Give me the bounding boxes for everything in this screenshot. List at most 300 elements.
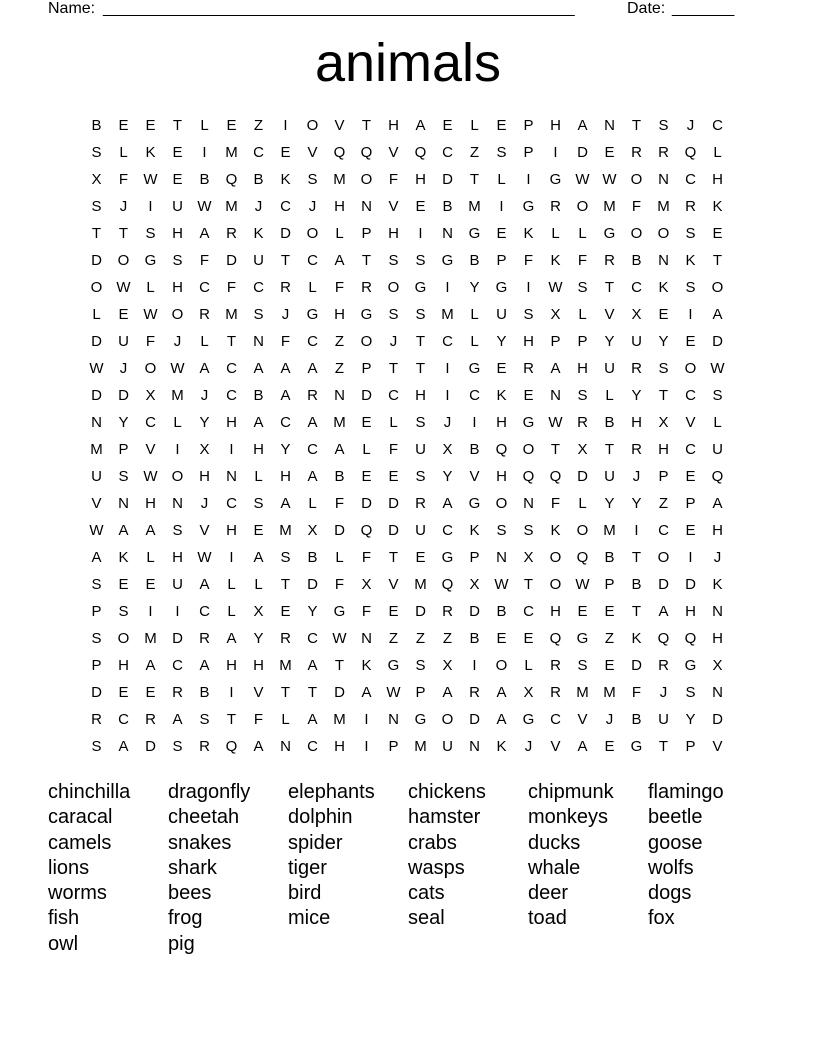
grid-cell: T xyxy=(604,441,615,458)
grid-cell: M xyxy=(603,198,616,215)
grid-cell: F xyxy=(631,198,642,215)
grid-cell: H xyxy=(145,495,156,512)
grid-cell: E xyxy=(145,117,156,134)
grid-cell: N xyxy=(172,495,183,512)
grid-cell: H xyxy=(172,225,183,242)
grid-cell: H xyxy=(388,117,399,134)
grid-cell: O xyxy=(144,360,157,377)
grid-cell: G xyxy=(144,252,157,269)
grid-cell: M xyxy=(468,198,481,215)
grid-cell: E xyxy=(604,603,615,620)
grid-cell: U xyxy=(118,333,129,350)
grid-cell: O xyxy=(387,279,400,296)
grid-cell: H xyxy=(226,522,237,539)
grid-cell: W xyxy=(197,549,212,566)
grid-cell: L xyxy=(470,306,479,323)
grid-cell: F xyxy=(550,495,561,512)
grid-cell: E xyxy=(496,225,507,242)
grid-cell: O xyxy=(171,468,184,485)
grid-cell: E xyxy=(604,144,615,161)
grid-cell: O xyxy=(549,549,562,566)
grid-cell: H xyxy=(577,360,588,377)
grid-cell: R xyxy=(469,684,480,701)
grid-cell: S xyxy=(145,225,156,242)
grid-cell: J xyxy=(389,333,398,350)
grid-cell: S xyxy=(658,117,669,134)
word-list-item: wolfs xyxy=(648,856,694,879)
grid-cell: G xyxy=(468,360,481,377)
grid-cell: P xyxy=(91,603,102,620)
grid-cell: V xyxy=(91,495,102,512)
grid-cell: C xyxy=(307,738,318,755)
grid-cell: O xyxy=(495,495,508,512)
grid-cell: Y xyxy=(253,630,264,647)
grid-cell: E xyxy=(415,549,426,566)
grid-cell: P xyxy=(118,441,129,458)
word-list-item: lions xyxy=(48,856,90,879)
grid-cell: C xyxy=(226,360,237,377)
grid-cell: X xyxy=(307,522,318,539)
grid-cell: E xyxy=(685,468,696,485)
grid-cell: Q xyxy=(549,630,562,647)
grid-cell: I xyxy=(688,306,693,323)
grid-cell: Y xyxy=(496,333,507,350)
grid-cell: C xyxy=(226,495,237,512)
grid-cell: U xyxy=(415,441,426,458)
grid-cell: P xyxy=(469,549,480,566)
grid-cell: C xyxy=(226,387,237,404)
grid-cell: S xyxy=(307,171,318,188)
grid-cell: A xyxy=(442,495,453,512)
grid-cell: H xyxy=(334,198,345,215)
grid-cell: E xyxy=(685,522,696,539)
grid-cell: G xyxy=(468,495,481,512)
grid-cell: S xyxy=(280,549,291,566)
grid-cell: L xyxy=(335,549,344,566)
grid-cell: C xyxy=(388,387,399,404)
grid-cell: Q xyxy=(711,468,724,485)
grid-cell: W xyxy=(386,684,401,701)
grid-cell: M xyxy=(657,198,670,215)
grid-cell: S xyxy=(118,603,129,620)
grid-cell: T xyxy=(361,117,372,134)
grid-cell: W xyxy=(89,360,104,377)
grid-cell: E xyxy=(712,225,723,242)
grid-cell: X xyxy=(550,306,561,323)
word-list-item: tiger xyxy=(288,856,327,879)
grid-cell: L xyxy=(92,306,101,323)
grid-cell: H xyxy=(199,468,210,485)
grid-cell: O xyxy=(441,711,454,728)
grid-cell: H xyxy=(388,225,399,242)
grid-cell: J xyxy=(632,468,641,485)
grid-cell: Y xyxy=(631,495,642,512)
grid-cell: L xyxy=(200,333,209,350)
grid-cell: E xyxy=(496,630,507,647)
grid-cell: E xyxy=(118,117,129,134)
grid-cell: Q xyxy=(360,522,373,539)
grid-cell: A xyxy=(307,360,318,377)
grid-cell: E xyxy=(523,630,534,647)
grid-cell: W xyxy=(143,468,158,485)
word-list-item: whale xyxy=(528,856,581,879)
grid-cell: W xyxy=(548,279,563,296)
grid-cell: X xyxy=(361,576,372,593)
word-list-item: deer xyxy=(528,882,569,905)
grid-cell: T xyxy=(712,252,723,269)
grid-cell: G xyxy=(387,657,400,674)
grid-cell: F xyxy=(118,171,129,188)
word-list-item: frog xyxy=(168,907,203,930)
grid-cell: U xyxy=(496,306,507,323)
grid-cell: A xyxy=(199,576,210,593)
grid-cell: E xyxy=(118,576,129,593)
word-list-item: flamingo xyxy=(648,781,724,803)
grid-cell: C xyxy=(118,711,129,728)
word-list-item: dragonfly xyxy=(168,781,251,803)
grid-cell: E xyxy=(388,603,399,620)
grid-cell: E xyxy=(226,117,237,134)
word-list-item: chipmunk xyxy=(528,781,614,803)
grid-cell: P xyxy=(496,252,507,269)
grid-cell: D xyxy=(334,684,345,701)
grid-cell: K xyxy=(550,522,561,539)
grid-cell: F xyxy=(388,441,399,458)
grid-cell: H xyxy=(658,441,669,458)
grid-cell: N xyxy=(496,549,507,566)
grid-cell: B xyxy=(199,171,210,188)
grid-cell: B xyxy=(442,198,453,215)
grid-cell: D xyxy=(712,711,723,728)
grid-cell: E xyxy=(658,306,669,323)
grid-cell: R xyxy=(172,684,183,701)
grid-cell: R xyxy=(658,144,669,161)
grid-cell: S xyxy=(496,522,507,539)
grid-cell: Z xyxy=(658,495,669,512)
grid-cell: H xyxy=(415,171,426,188)
grid-cell: J xyxy=(173,333,182,350)
grid-cell: B xyxy=(91,117,102,134)
grid-cell: Q xyxy=(333,144,346,161)
grid-cell: J xyxy=(200,387,209,404)
grid-cell: L xyxy=(308,279,317,296)
grid-cell: T xyxy=(307,684,318,701)
grid-cell: W xyxy=(602,171,617,188)
grid-cell: M xyxy=(225,306,238,323)
grid-cell: T xyxy=(604,279,615,296)
grid-cell: J xyxy=(119,198,128,215)
grid-cell: A xyxy=(334,252,345,269)
grid-cell: R xyxy=(199,630,210,647)
grid-cell: G xyxy=(360,306,373,323)
grid-cell: O xyxy=(576,198,589,215)
grid-cell: W xyxy=(116,279,131,296)
grid-cell: U xyxy=(172,198,183,215)
grid-cell: M xyxy=(279,657,292,674)
grid-cell: E xyxy=(118,306,129,323)
grid-cell: C xyxy=(199,603,210,620)
grid-cell: E xyxy=(496,117,507,134)
grid-cell: U xyxy=(91,468,102,485)
grid-cell: F xyxy=(361,549,372,566)
grid-cell: C xyxy=(442,522,453,539)
grid-cell: N xyxy=(658,252,669,269)
grid-cell: O xyxy=(657,549,670,566)
grid-cell: M xyxy=(333,711,346,728)
grid-cell: S xyxy=(91,576,102,593)
grid-cell: Y xyxy=(469,279,480,296)
grid-cell: Q xyxy=(225,738,238,755)
grid-cell: X xyxy=(253,603,264,620)
grid-cell: E xyxy=(172,144,183,161)
grid-cell: K xyxy=(523,225,534,242)
grid-cell: D xyxy=(145,738,156,755)
grid-cell: Y xyxy=(604,495,615,512)
grid-cell: N xyxy=(361,630,372,647)
grid-cell: B xyxy=(604,414,615,431)
grid-cell: D xyxy=(388,522,399,539)
grid-cell: L xyxy=(254,468,263,485)
grid-cell: R xyxy=(631,441,642,458)
grid-cell: Q xyxy=(684,144,697,161)
grid-cell: R xyxy=(523,360,534,377)
grid-cell: D xyxy=(91,252,102,269)
grid-cell: G xyxy=(522,198,535,215)
grid-cell: R xyxy=(361,279,372,296)
grid-cell: R xyxy=(199,738,210,755)
grid-cell: Q xyxy=(657,630,670,647)
grid-cell: J xyxy=(713,549,722,566)
grid-cell: Y xyxy=(631,387,642,404)
grid-cell: O xyxy=(576,522,589,539)
grid-cell: A xyxy=(307,711,318,728)
grid-cell: O xyxy=(171,306,184,323)
grid-cell: N xyxy=(280,738,291,755)
grid-cell: K xyxy=(658,279,669,296)
grid-cell: I xyxy=(283,117,288,134)
grid-cell: D xyxy=(577,144,588,161)
grid-cell: T xyxy=(280,576,291,593)
grid-cell: W xyxy=(89,522,104,539)
grid-cell: G xyxy=(522,414,535,431)
grid-cell: Y xyxy=(604,333,615,350)
grid-cell: T xyxy=(361,252,372,269)
grid-cell: H xyxy=(712,522,723,539)
grid-cell: I xyxy=(553,144,558,161)
grid-cell: O xyxy=(360,171,373,188)
grid-cell: W xyxy=(710,360,725,377)
grid-cell: E xyxy=(577,603,588,620)
grid-cell: S xyxy=(91,630,102,647)
grid-cell: J xyxy=(308,198,317,215)
grid-cell: S xyxy=(172,522,183,539)
grid-cell: C xyxy=(172,657,183,674)
word-list-item: owl xyxy=(48,932,79,955)
grid-cell: G xyxy=(414,279,427,296)
grid-cell: C xyxy=(685,387,696,404)
grid-cell: W xyxy=(548,414,563,431)
grid-cell: C xyxy=(199,279,210,296)
grid-cell: D xyxy=(91,333,102,350)
grid-cell: V xyxy=(469,468,480,485)
grid-cell: J xyxy=(443,414,452,431)
grid-cell: V xyxy=(685,414,696,431)
word-list-item: monkeys xyxy=(528,806,609,829)
grid-cell: A xyxy=(577,738,588,755)
grid-cell: I xyxy=(526,171,531,188)
grid-cell: G xyxy=(306,306,319,323)
grid-cell: A xyxy=(91,549,102,566)
grid-cell: L xyxy=(551,225,560,242)
grid-cell: X xyxy=(712,657,723,674)
grid-cell: N xyxy=(91,414,102,431)
word-list-item: cats xyxy=(408,882,445,905)
grid-cell: O xyxy=(306,117,319,134)
grid-cell: T xyxy=(658,387,669,404)
grid-cell: D xyxy=(415,603,426,620)
grid-cell: D xyxy=(280,225,291,242)
word-list-item: seal xyxy=(408,907,445,930)
grid-cell: I xyxy=(634,522,639,539)
grid-cell: C xyxy=(145,414,156,431)
grid-cell: Q xyxy=(576,549,589,566)
grid-cell: T xyxy=(226,333,237,350)
grid-cell: S xyxy=(523,306,534,323)
grid-cell: G xyxy=(603,225,616,242)
grid-cell: S xyxy=(685,225,696,242)
grid-cell: V xyxy=(577,711,588,728)
name-label: Name: xyxy=(48,0,96,17)
grid-cell: N xyxy=(712,684,723,701)
grid-cell: A xyxy=(118,522,129,539)
grid-cell: Q xyxy=(495,441,508,458)
grid-cell: E xyxy=(280,603,291,620)
grid-cell: E xyxy=(145,684,156,701)
grid-cell: S xyxy=(415,468,426,485)
grid-cell: T xyxy=(469,171,480,188)
grid-cell: D xyxy=(469,603,480,620)
grid-cell: E xyxy=(280,144,291,161)
grid-cell: R xyxy=(658,657,669,674)
grid-cell: Z xyxy=(442,630,453,647)
grid-cell: Y xyxy=(685,711,696,728)
grid-cell: M xyxy=(441,306,454,323)
grid-cell: Y xyxy=(307,603,318,620)
word-list-item: chickens xyxy=(408,781,486,803)
word-list-item: bird xyxy=(288,882,322,905)
grid-cell: W xyxy=(575,576,590,593)
grid-cell: A xyxy=(307,657,318,674)
grid-cell: A xyxy=(361,684,372,701)
grid-cell: C xyxy=(280,414,291,431)
grid-cell: T xyxy=(334,657,345,674)
grid-cell: S xyxy=(118,468,129,485)
grid-cell: L xyxy=(578,306,587,323)
grid-cell: Q xyxy=(684,630,697,647)
grid-cell: I xyxy=(445,279,450,296)
grid-cell: I xyxy=(526,279,531,296)
grid-cell: A xyxy=(253,738,264,755)
grid-cell: U xyxy=(631,333,642,350)
grid-cell: O xyxy=(90,279,103,296)
grid-cell: A xyxy=(145,657,156,674)
grid-cell: K xyxy=(496,738,507,755)
grid-cell: U xyxy=(604,468,615,485)
word-list-item: hamster xyxy=(408,806,481,829)
grid-cell: H xyxy=(253,441,264,458)
grid-cell: S xyxy=(199,711,210,728)
grid-cell: E xyxy=(253,522,264,539)
grid-cell: G xyxy=(468,225,481,242)
grid-cell: R xyxy=(307,387,318,404)
grid-cell: N xyxy=(469,738,480,755)
word-list-item: fish xyxy=(48,907,80,930)
grid-cell: O xyxy=(684,360,697,377)
grid-cell: A xyxy=(550,360,561,377)
grid-cell: L xyxy=(470,117,479,134)
grid-cell: N xyxy=(118,495,129,512)
grid-cell: U xyxy=(253,252,264,269)
grid-cell: C xyxy=(307,441,318,458)
grid-cell: L xyxy=(254,576,263,593)
grid-cell: W xyxy=(494,576,509,593)
grid-cell: S xyxy=(91,144,102,161)
grid-cell: F xyxy=(361,603,372,620)
grid-cell: X xyxy=(523,684,534,701)
grid-cell: I xyxy=(148,198,153,215)
grid-cell: R xyxy=(145,711,156,728)
grid-cell: M xyxy=(225,198,238,215)
grid-cell: K xyxy=(685,252,696,269)
grid-cell: R xyxy=(604,252,615,269)
grid-cell: A xyxy=(145,522,156,539)
grid-cell: M xyxy=(603,684,616,701)
grid-cell: V xyxy=(334,117,345,134)
grid-cell: W xyxy=(332,630,347,647)
grid-cell: I xyxy=(364,738,369,755)
grid-cell: K xyxy=(712,576,723,593)
grid-cell: L xyxy=(227,576,236,593)
grid-cell: S xyxy=(388,252,399,269)
word-list-item: caracal xyxy=(48,806,113,829)
grid-cell: V xyxy=(550,738,561,755)
grid-cell: A xyxy=(280,360,291,377)
grid-cell: E xyxy=(361,414,372,431)
grid-cell: B xyxy=(496,603,507,620)
grid-cell: A xyxy=(577,117,588,134)
grid-cell: Z xyxy=(415,630,426,647)
grid-cell: O xyxy=(657,225,670,242)
grid-cell: E xyxy=(118,684,129,701)
grid-cell: J xyxy=(686,117,695,134)
grid-cell: C xyxy=(253,279,264,296)
grid-cell: B xyxy=(631,252,642,269)
grid-cell: L xyxy=(362,441,371,458)
grid-cell: K xyxy=(469,522,480,539)
grid-cell: B xyxy=(334,468,345,485)
grid-cell: M xyxy=(90,441,103,458)
grid-cell: T xyxy=(280,252,291,269)
grid-cell: B xyxy=(631,711,642,728)
grid-cell: J xyxy=(254,198,263,215)
grid-cell: S xyxy=(415,414,426,431)
grid-cell: E xyxy=(604,738,615,755)
word-list-item: spider xyxy=(288,831,343,854)
grid-cell: T xyxy=(658,738,669,755)
grid-cell: Y xyxy=(442,468,453,485)
grid-cell: N xyxy=(442,225,453,242)
grid-cell: O xyxy=(522,441,535,458)
